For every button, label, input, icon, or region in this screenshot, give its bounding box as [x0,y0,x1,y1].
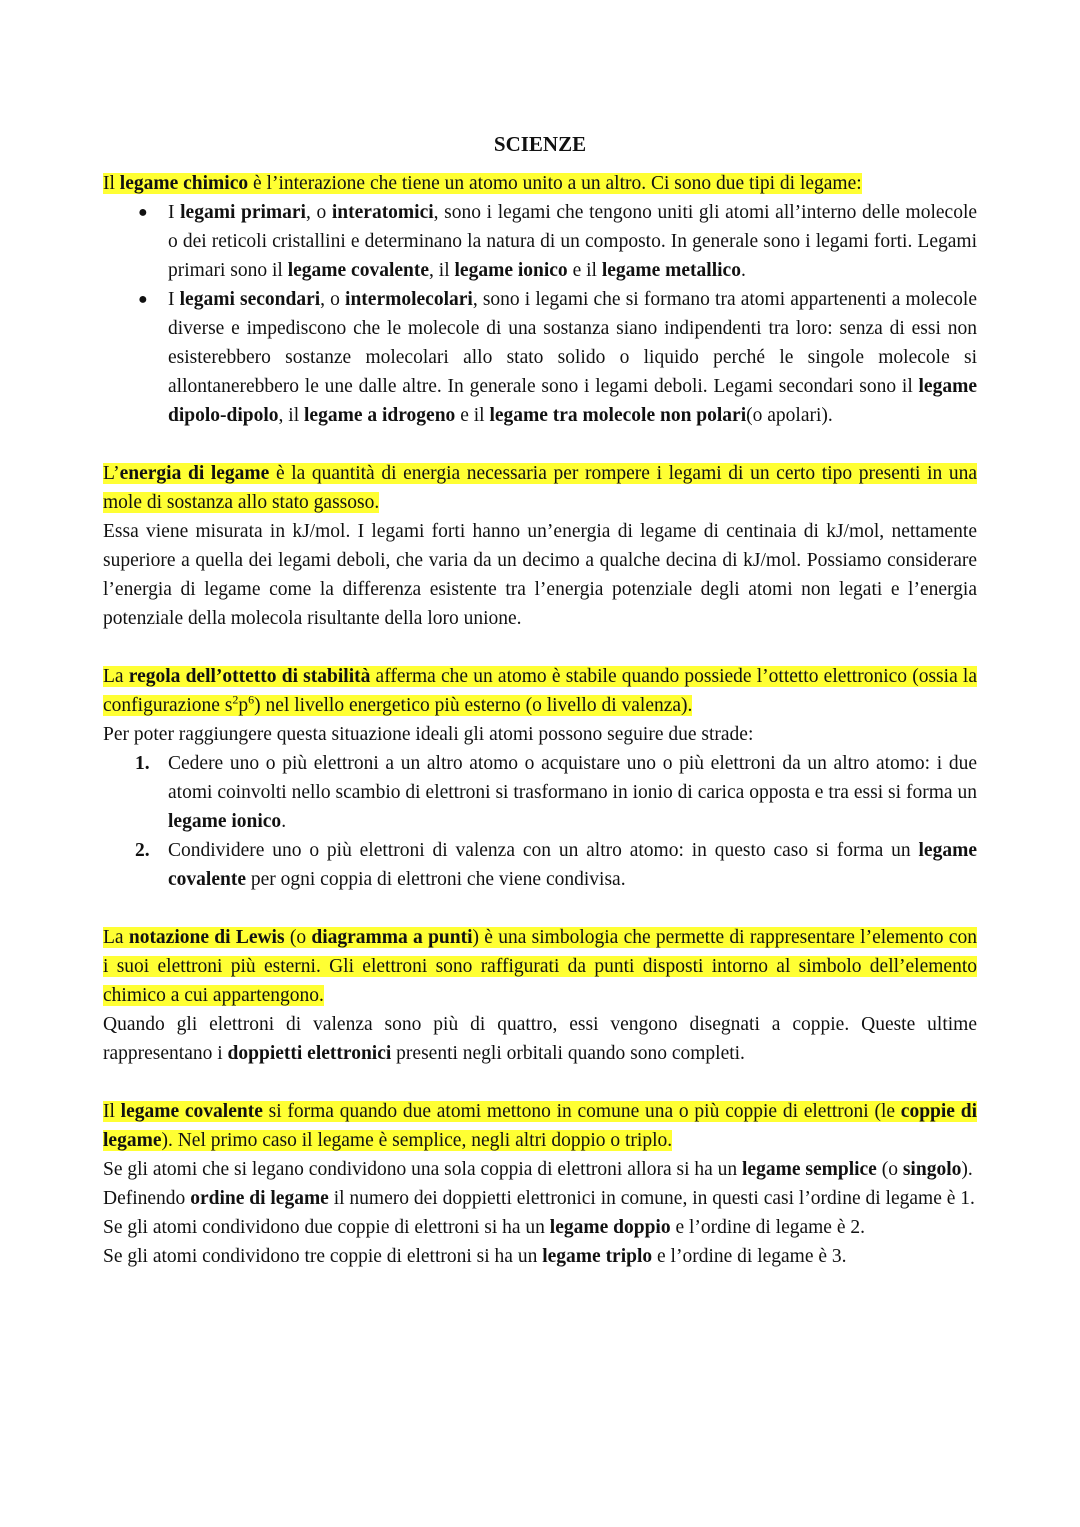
text-run: afferma che un atomo è stabile quando possiede l’ottetto elettronico (ossia la configurazione s [103,666,977,716]
text-run: il numero dei doppietti elettronici in comune, in questi casi l’ordine di legame è 1. [328,1188,975,1209]
text-run: La [103,927,129,948]
text-run: Per poter raggiungere questa situazione ideali gli atomi possono seguire due strade: [103,724,754,745]
superscript: 6 [248,692,255,707]
energia-di-legame-body [103,517,977,633]
text-run: p [238,695,249,716]
step-number: 2. [135,840,150,861]
text-run: , sono i legami che tengono uniti gli atomi all’interno delle molecole o dei reticoli cristallini e determinano la natura di un composto. In generale sono i legami forti. Legami primari sono il [168,202,978,281]
text-run: . [740,260,746,281]
list-item-step-1 [103,749,977,836]
superscript: 2 [232,692,239,707]
lewis-body [103,1010,977,1068]
list-item-text [168,202,977,281]
ottetto-lead [103,720,977,749]
text-run: , sono i legami che si formano tra atomi appartenenti a molecole diverse e impediscono che le molecole di una sostanza siano indipendenti tra loro: senza di essi non esisterebbero sostanze molecolari allo stato solido o liquido perché le singole molecole si allontanerebbero le une dalle altre. In generale sono i legami deboli. Legami secondari sono il [168,289,978,397]
bond-types-list [103,198,977,430]
text-run: Se gli atomi condividono tre coppie di elettroni si ha un [103,1246,543,1267]
list-item-step-2 [103,836,977,894]
text-run: e l’ordine di legame è 2. [670,1217,865,1238]
text-run: per ogni coppia di elettroni che viene condivisa. [245,869,626,890]
text-run: Essa viene misurata in kJ/mol. I legami forti hanno un’energia di legame di centinaia di kJ/mol, nettamente superiore a quella dei legami deboli, che varia da un decimo a qualche decina di kJ/mol. Possiamo considerare l’energia di legame come la differenza esistente tra l’energia potenziale degli atomi non legati e l’energia potenziale della molecola risultante della loro unione. [103,521,977,629]
text-run: ). [961,1159,973,1180]
bold-term: legami secondari [179,289,321,310]
bold-term: singolo [902,1159,962,1180]
text-run: . [281,811,287,832]
bold-term: interatomici [331,202,434,223]
text-run: , o [305,202,332,223]
text-run: , il [429,260,455,281]
text-run: I [168,202,181,223]
bold-term: legame ionico [454,260,568,281]
text-run: (o apolari). [746,405,833,426]
text-run: ) nel livello energetico più esterno (o livello di valenza). [254,695,693,716]
list-item-text [168,289,977,426]
ottetto-definition [103,662,977,720]
bold-term: legame covalente [168,840,977,890]
text-run: è la quantità di energia necessaria per rompere i legami di un certo tipo presenti in una mole di sostanza allo stato gassoso. [103,463,978,513]
text-run: Se gli atomi condividono due coppie di elettroni si ha un [103,1217,550,1238]
highlighted-text [103,463,977,513]
list-item-text [168,840,977,890]
text-run: Se gli atomi che si legano condividono una sola coppia di elettroni allora si ha un [103,1159,743,1180]
bold-term: legame covalente [120,1101,263,1122]
text-run: L’ [103,463,120,484]
text-run: Il [103,1101,121,1122]
text-run: I [168,289,180,310]
bold-term: legame tra molecole non polari [489,405,747,426]
highlighted-text [103,173,862,194]
legame-covalente-definition [103,1097,977,1155]
text-run: (o [284,927,312,948]
highlighted-text [103,666,977,716]
text-run: e l’ordine di legame è 3. [652,1246,847,1267]
text-run: Definendo [103,1188,191,1209]
bold-term: doppietti elettronici [227,1043,392,1064]
bold-term: legame semplice [742,1159,877,1180]
bold-term: legame chimico [119,173,249,194]
bold-term: energia di legame [119,463,270,484]
document-page [103,127,977,1271]
step-number: 1. [135,753,150,774]
highlighted-text [103,1101,977,1151]
text-run: Il [103,173,120,194]
bold-term: legami primari [180,202,306,223]
text-run: Cedere uno o più elettroni a un altro atomo o acquistare uno o più elettroni da un altro atomo: i due atomi coinvolti nello scambio di elettroni si trasformano in ionio di carica opposta e tra essi si forma un [168,753,977,803]
highlighted-text [103,927,977,1006]
ottetto-steps-list [103,749,977,894]
text-run: (o [876,1159,903,1180]
bold-term: intermolecolari [345,289,473,310]
text-run: si forma quando due atomi mettono in comune una o più coppie di elettroni (le [262,1101,901,1122]
text-run: ). Nel primo caso il legame è semplice, negli altri doppio o triplo. [161,1130,673,1151]
legame-doppio-paragraph [103,1213,977,1242]
bold-term: legame ionico [168,811,282,832]
bullet-icon: ● [138,204,148,221]
text-run: e il [455,405,490,426]
text-run: La [103,666,129,687]
legame-triplo-paragraph [103,1242,977,1271]
text-run: Quando gli elettroni di valenza sono più di quattro, essi vengono disegnati a coppie. Queste ultime rappresentano i [103,1014,977,1064]
list-item-text [168,753,977,832]
bold-term: coppie di legame [103,1101,977,1151]
bold-term: legame dipolo-dipolo [168,376,977,426]
bold-term: legame a idrogeno [304,405,456,426]
text-run: , il [278,405,305,426]
bold-term: ordine di legame [190,1188,329,1209]
text-run: e il [567,260,602,281]
legame-semplice-paragraph [103,1155,977,1184]
page-title: SCIENZE [493,132,587,156]
bold-term: legame triplo [542,1246,653,1267]
text-run: , o [320,289,346,310]
text-run: è l’interazione che tiene un atomo unito a un altro. Ci sono due tipi di legame: [248,173,862,194]
bold-term: notazione di Lewis [128,927,285,948]
text-run: ) è una simbologia che permette di rappresentare l’elemento con i suoi elettroni più esterni. Gli elettroni sono raffigurati da punti disposti intorno al simbolo dell’elemento chimico a cui appartengono. [103,927,977,1006]
list-item-secondary-bonds [103,285,977,430]
legame-chimico-definition [103,169,977,198]
bold-term: diagramma a punti [311,927,473,948]
text-run: Condividere uno o più elettroni di valenza con un altro atomo: in questo caso si forma un [168,840,919,861]
bold-term: legame doppio [549,1217,671,1238]
list-item-primary-bonds [103,198,977,285]
bullet-icon: ● [138,291,148,308]
ordine-di-legame-paragraph [103,1184,977,1213]
bold-term: regola dell’ottetto di stabilità [128,666,371,687]
energia-di-legame-definition [103,459,977,517]
bold-term: legame covalente [287,260,430,281]
text-run: presenti negli orbitali quando sono completi. [391,1043,745,1064]
bold-term: legame metallico [601,260,741,281]
lewis-definition [103,923,977,1010]
